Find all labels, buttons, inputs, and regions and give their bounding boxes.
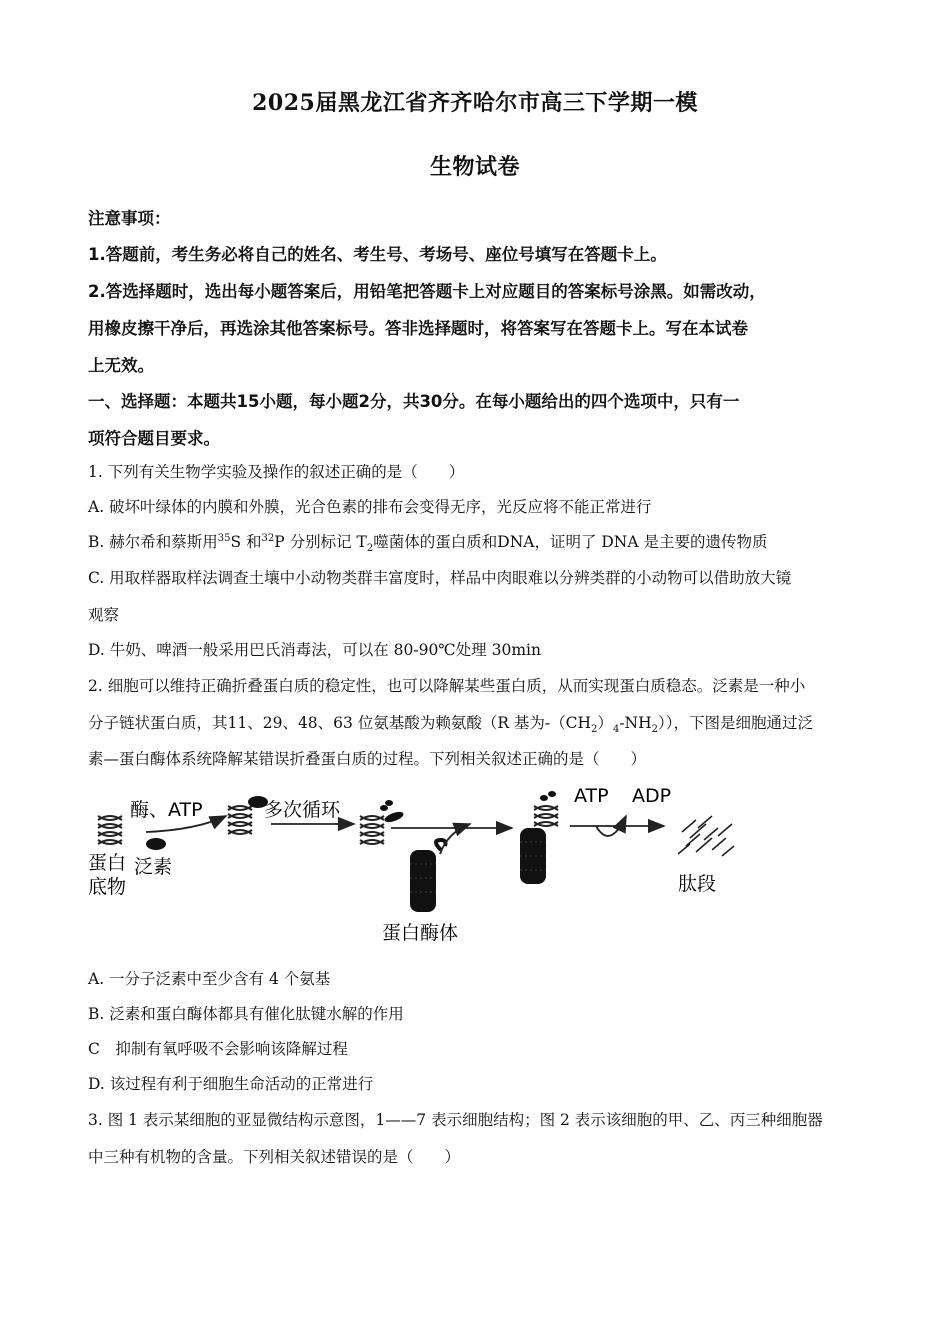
peptide-fragments-icon <box>678 816 734 856</box>
q1-option-a: A. 破坏叶绿体的内膜和外膜，光合色素的排布会变得无序，光反应将不能正常进行 <box>88 498 652 516</box>
q2-stem-b-post: -NH <box>619 714 652 732</box>
tagged-substrate-coil-icon <box>228 806 252 834</box>
q1-option-d: D. 牛奶、啤酒一般采用巴氏消毒法，可以在 80-90℃处理 30min <box>88 641 541 659</box>
substrate-coil-icon <box>98 816 122 844</box>
ubiquitin-chain-icon <box>380 800 405 824</box>
q1-option-c-a: C. 用取样器取样法调查土壤中小动物类群丰富度时，样品中肉眼难以分辨类群的小动物可以借助放大镜 <box>88 569 792 587</box>
polyubiquitinated-coil-icon <box>360 816 384 844</box>
proteasome-icon <box>410 840 446 912</box>
exam-subject: 生物试卷 <box>429 154 520 180</box>
q1-b-post: 噬菌体的蛋白质和DNA，证明了 DNA 是主要的遗传物质 <box>373 533 768 551</box>
q2-stem-c: 素—蛋白酶体系统降解某错误折叠蛋白质的过程。下列相关叙述正确的是（ ） <box>88 750 647 768</box>
figure-label-ubiquitin: 泛素 <box>134 856 173 878</box>
q2-stem-b <box>88 711 813 735</box>
q2-option-b: B. 泛素和蛋白酶体都具有催化肽键水解的作用 <box>88 1005 404 1023</box>
q1-stem: 1. 下列有关生物学实验及操作的叙述正确的是（ ） <box>88 463 465 481</box>
figure-label-peptides: 肽段 <box>678 873 717 895</box>
notice-item-2c: 上无效。 <box>88 356 154 375</box>
q1-option-c-b: 观察 <box>88 606 120 624</box>
q2-option-c: C 抑制有氧呼吸不会影响该降解过程 <box>88 1040 348 1058</box>
figure-label-substrate-1: 蛋白 <box>88 852 127 874</box>
section-heading-b: 项符合题目要求。 <box>88 429 220 448</box>
q3-stem-a: 3. 图 1 表示某细胞的亚显微结构示意图，1——7 表示细胞结构；图 2 表示该细胞的甲、乙、丙三种细胞器 <box>88 1111 823 1129</box>
figure-label-proteasome: 蛋白酶体 <box>382 922 459 944</box>
q1-option-b <box>88 530 768 554</box>
figure-label-cycle: 多次循环 <box>264 799 341 821</box>
q2-stem-a: 2. 细胞可以维持正确折叠蛋白质的稳定性，也可以降解某些蛋白质，从而实现蛋白质稳态。泛素是一种小 <box>88 677 806 695</box>
q2-option-a: A. 一分子泛素中至少含有 4 个氨基 <box>88 970 331 988</box>
q1-b-mid: P 分别标记 T <box>274 533 367 551</box>
figure-label-substrate-2: 底物 <box>88 876 127 898</box>
q2-stem-b-mid: ） <box>597 714 613 732</box>
section-heading-a: 一、选择题：本题共15小题，每小题2分，共30分。在每小题给出的四个选项中，只有一 <box>88 392 740 411</box>
q1-b-sub: 2 <box>366 543 374 555</box>
figure-label-adp: ADP <box>632 785 672 807</box>
ubiquitin-proteasome-figure <box>86 780 786 955</box>
exam-title: 2025届黑龙江省齐齐哈尔市高三下学期一模 <box>252 90 698 116</box>
figure-label-enzyme-atp: 酶、ATP <box>130 799 203 821</box>
notice-item-2b: 用橡皮擦干净后，再选涂其他答案标号。答非选择题时，将答案写在答题卡上。写在本试卷 <box>88 319 748 338</box>
proteasome-complex-icon <box>520 791 558 884</box>
q2-option-d: D. 该过程有利于细胞生命活动的正常进行 <box>88 1075 374 1093</box>
q1-b-pre: B. 赫尔希和蔡斯用 <box>88 533 218 551</box>
q3-stem-b: 中三种有机物的含量。下列相关叙述错误的是（ ） <box>88 1148 461 1166</box>
q2-sub-2: 4 <box>612 724 620 736</box>
figure-label-atp: ATP <box>574 785 609 807</box>
q2-stem-b-end: ）），下图是细胞通过泛 <box>658 714 814 732</box>
q2-stem-b-pre: 分子链状蛋白质，其11、29、48、63 位氨基酸为赖氨酸（R 基为-（CH <box>88 714 592 732</box>
notice-item-1: 1.答题前，考生务必将自己的姓名、考生号、考场号、座位号填写在答题卡上。 <box>88 245 667 264</box>
q1-b-s: S 和 <box>230 533 262 551</box>
notice-item-2a: 2.答选择题时，选出每小题答案后，用铅笔把答题卡上对应题目的答案标号涂黑。如需改动， <box>88 282 766 301</box>
notice-heading: 注意事项： <box>88 209 171 228</box>
q1-b-s-sup: 35 <box>217 532 231 544</box>
q2-sub-1: 2 <box>591 724 598 736</box>
q1-b-p-sup: 32 <box>261 532 275 544</box>
q2-sub-3: 2 <box>651 724 659 736</box>
ubiquitin-icon <box>146 838 166 850</box>
